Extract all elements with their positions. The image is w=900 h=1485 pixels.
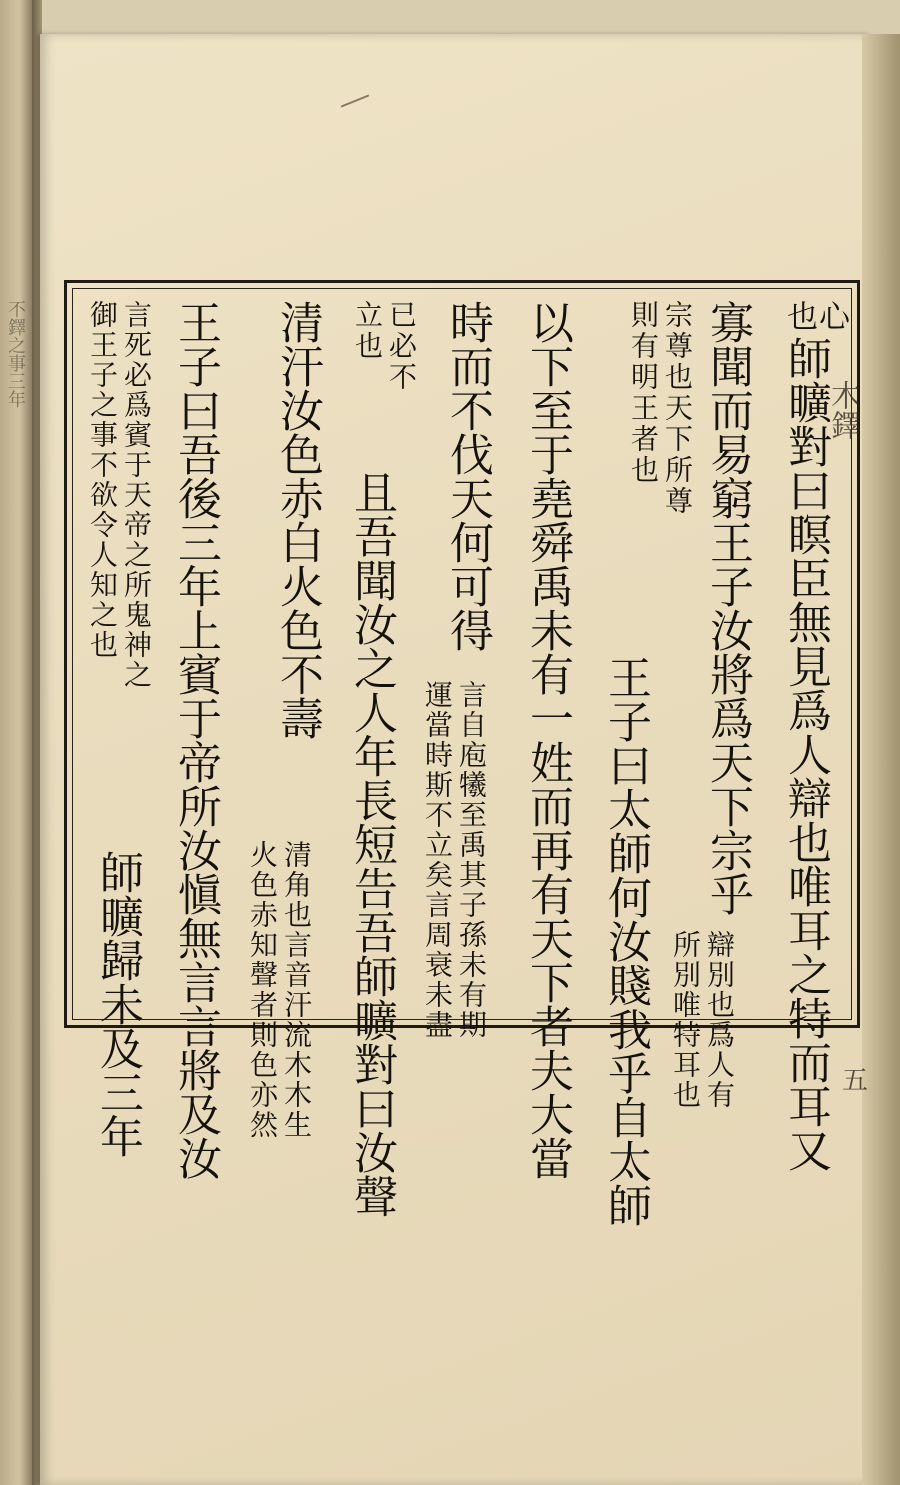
- note-4: 所別唯特耳也: [669, 930, 702, 1110]
- note-10: 言自庖犧至禹其子孫未有期: [455, 680, 488, 1040]
- column-14: 且吾聞汝之人年長短告吾師曠對曰汝聲: [346, 470, 397, 1218]
- note-11: 運當時斯不立矣言周衰未盡: [421, 680, 454, 1040]
- note-13: 立也: [351, 300, 384, 362]
- column-9: 時而不伐天何可得: [442, 300, 493, 652]
- note-12: 已必不: [385, 300, 418, 393]
- note-5: 宗尊也天下所尊: [661, 300, 694, 517]
- column-15: 清汗汝色赤白火色不壽: [272, 300, 323, 740]
- note-20: 御王子之事不欲令人知之也: [86, 300, 119, 660]
- page-right-edge: [862, 34, 900, 1485]
- previous-page-text: 不鐸之事三年: [5, 300, 26, 408]
- column-note-1b: 也: [781, 300, 817, 335]
- note-6: 則有明王者也: [627, 300, 660, 486]
- column-2: 寡聞而易窮王子汝將爲天下宗乎: [702, 300, 753, 916]
- column-note-1a: 心: [813, 300, 849, 335]
- margin-header: 木鐸: [825, 380, 860, 440]
- column-8: 以下至于堯舜禹未有一姓而再有天下者夫大當: [522, 300, 573, 1180]
- note-3: 辯別也爲人有: [703, 930, 736, 1110]
- column-7: 王子曰太師何汝賤我乎自太師: [600, 655, 651, 1227]
- note-16: 清角也言音汗流木木生: [280, 840, 313, 1140]
- note-17: 火色赤知聲者則色亦然: [246, 840, 279, 1140]
- note-19: 言死必爲賓于天帝之所鬼神之: [120, 300, 153, 690]
- column-18: 王子曰吾後三年上賓于帝所汝愼無言言將及汝: [170, 300, 221, 1180]
- folio-number: 五: [842, 1066, 869, 1096]
- column-1: 師曠對曰瞑臣無見爲人辯也唯耳之特而耳又: [780, 336, 831, 1172]
- column-21: 師曠歸未及三年: [92, 850, 143, 1158]
